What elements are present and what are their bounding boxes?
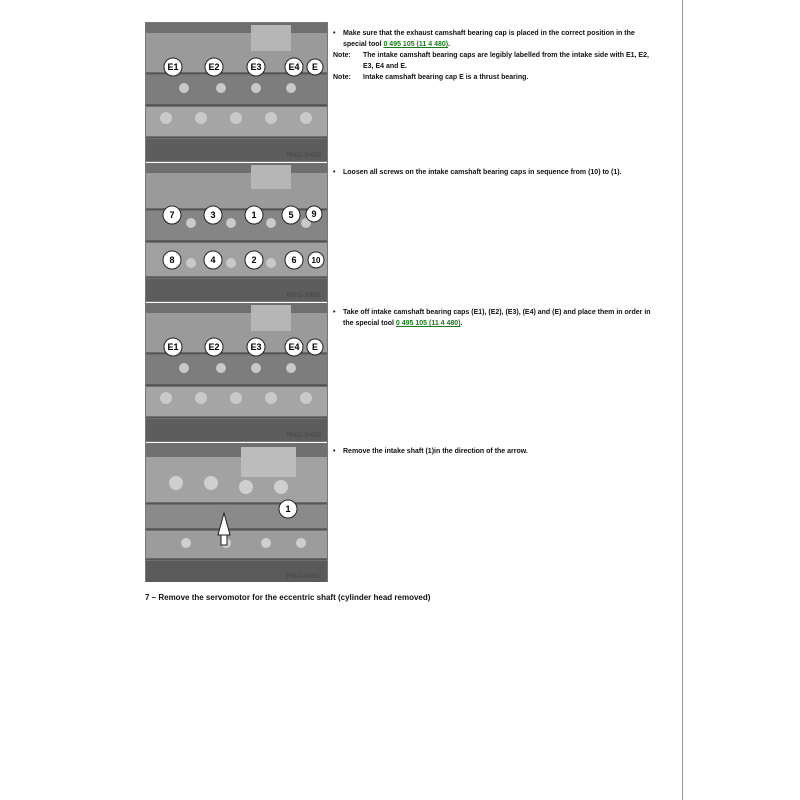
label-e4: E4 (288, 342, 300, 352)
label-intake-shaft-1: 1 (285, 504, 291, 514)
section-heading: 7 – Remove the servomotor for the eccentric shaft (cylinder head removed) (145, 593, 431, 602)
label-e1: E1 (167, 62, 179, 72)
cylinder-head-image (146, 163, 327, 302)
label-e: E (311, 342, 319, 352)
image-ref: RM11-30651 (286, 293, 321, 299)
label-seq-5: 5 (288, 210, 294, 220)
bullet-icon: • (333, 169, 336, 176)
bullet-icon: • (333, 309, 336, 316)
photo-column (145, 22, 328, 582)
cylinder-head-image (146, 303, 327, 442)
label-e3: E3 (250, 62, 262, 72)
label-seq-4: 4 (210, 255, 216, 265)
note-text: Intake camshaft bearing cap E is a thrust bearing. (363, 74, 529, 81)
step-1-text: Make sure that the exhaust camshaft bearing cap is placed in the correct position in the special tool (343, 30, 635, 48)
step-3-tail: . (460, 320, 463, 327)
step-3 (333, 307, 653, 329)
label-seq-8: 8 (169, 255, 175, 265)
step-4-text: Remove the intake shaft (1)in the direction of the arrow. (343, 448, 528, 455)
label-seq-1: 1 (251, 210, 257, 220)
label-e2: E2 (208, 342, 220, 352)
page-edge-line (682, 0, 683, 800)
label-e: E (311, 62, 319, 72)
photo-e-labels-2 (146, 303, 327, 442)
label-e2: E2 (208, 62, 220, 72)
label-seq-10: 10 (311, 256, 321, 265)
image-ref: RM11-30650 (286, 153, 321, 159)
step-1-tail: . (448, 41, 451, 48)
step-2 (333, 167, 653, 178)
label-seq-9: 9 (311, 209, 317, 219)
step-2-text: Loosen all screws on the intake camshaft bearing caps in sequence from (10) to (1). (343, 169, 622, 176)
note-label: Note: (333, 52, 351, 59)
photo-intake-shaft (146, 443, 327, 582)
label-seq-2: 2 (251, 255, 257, 265)
label-e1: E1 (167, 342, 179, 352)
step-1 (333, 28, 653, 83)
cylinder-head-image (146, 443, 327, 582)
step-3-text: Take off intake camshaft bearing caps (E1), (E2), (E3), (E4) and (E) and place them in order in the special tool (343, 309, 651, 327)
photo-e-labels-1 (146, 23, 327, 162)
note-label: Note: (333, 74, 351, 81)
image-ref: RM11-30650 (286, 433, 321, 439)
label-seq-6: 6 (291, 255, 297, 265)
special-tool-link[interactable]: 0 495 105 (11 4 480) (383, 41, 449, 48)
step-4 (333, 446, 653, 457)
label-e3: E3 (250, 342, 262, 352)
label-e4: E4 (288, 62, 300, 72)
note-text: The intake camshaft bearing caps are legibly labelled from the intake side with E1, E2, E3, E4 and E. (363, 52, 649, 70)
photo-sequence-numbers (146, 163, 327, 302)
label-seq-7: 7 (169, 210, 175, 220)
image-ref: RM11-30652 (286, 574, 321, 580)
label-seq-3: 3 (210, 210, 216, 220)
cylinder-head-image (146, 23, 327, 162)
special-tool-link[interactable]: 0 495 105 (11 4 480) (395, 320, 461, 327)
bullet-icon: • (333, 448, 336, 455)
bullet-icon: • (333, 30, 336, 37)
